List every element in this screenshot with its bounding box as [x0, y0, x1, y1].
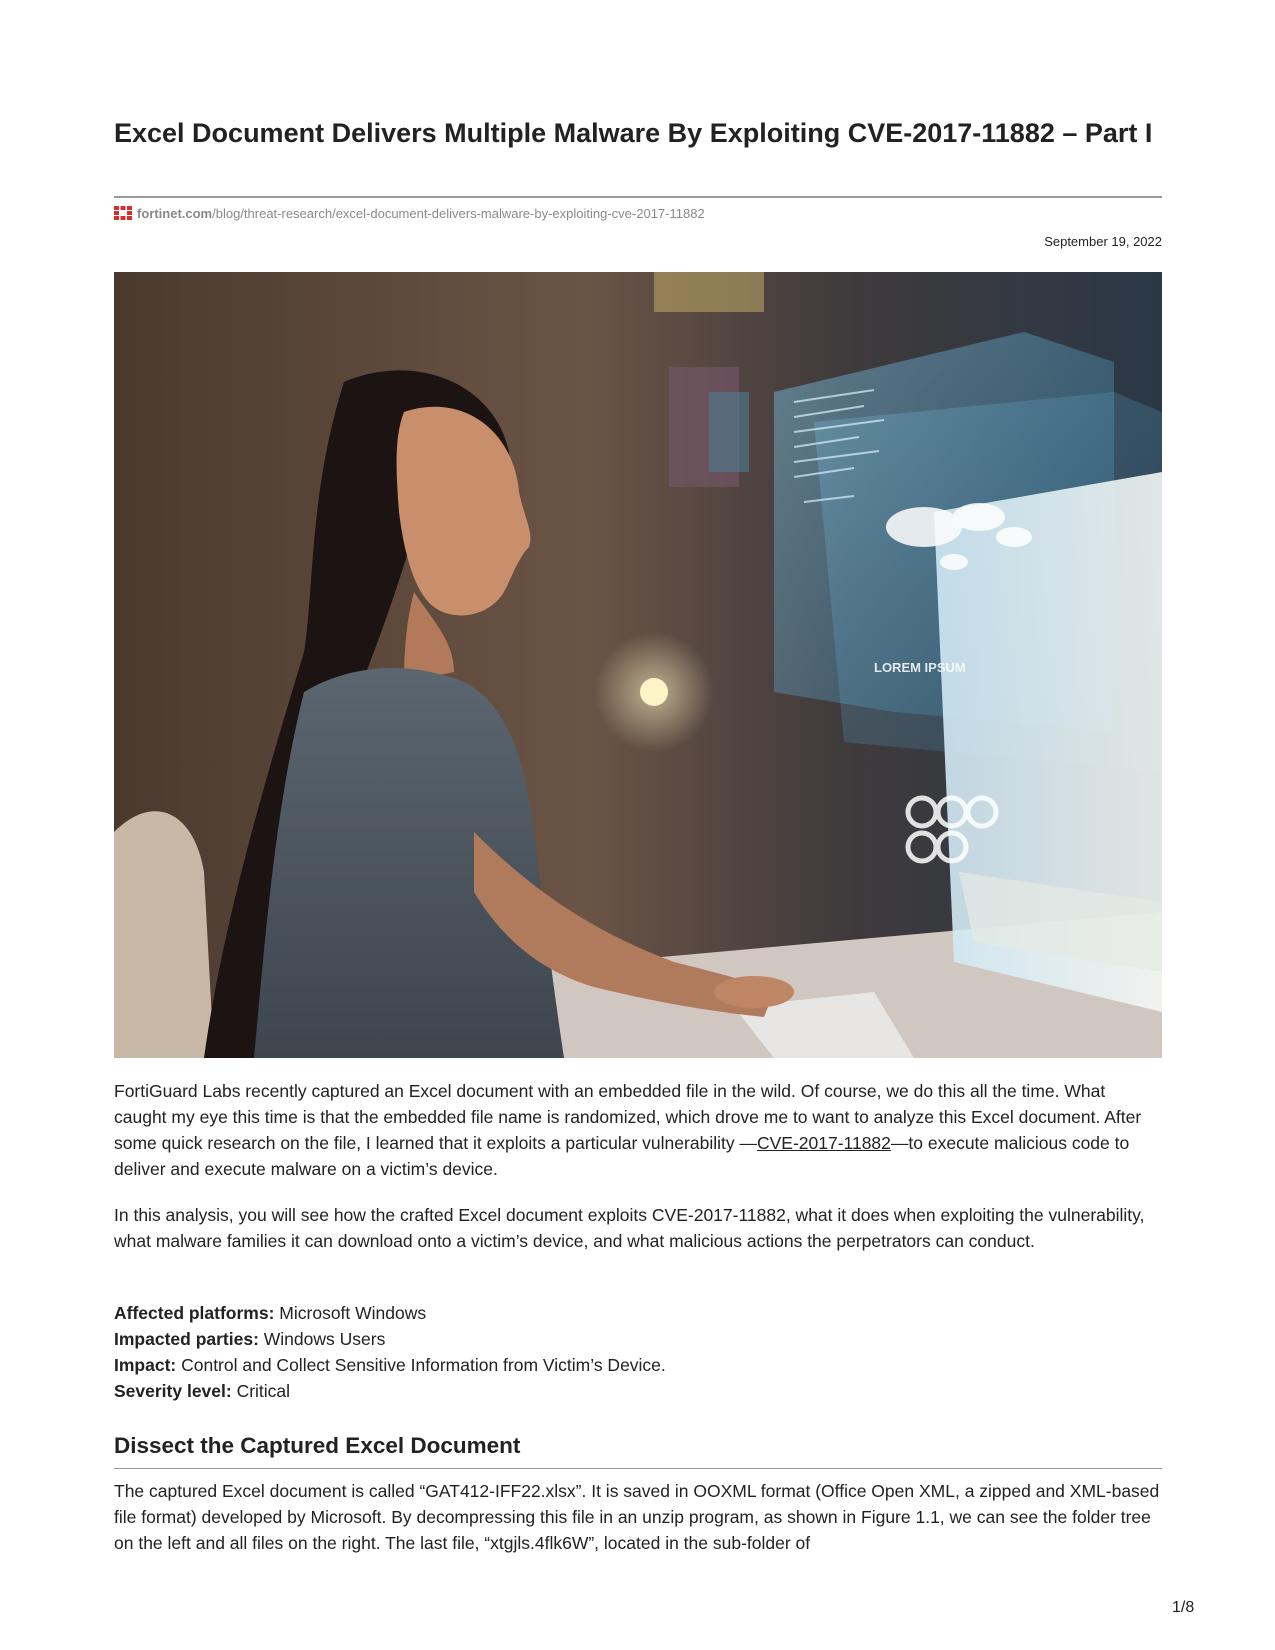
fact-label: Impact:: [114, 1355, 177, 1375]
fact-impacted-parties: [114, 1326, 1162, 1352]
fact-value: Windows Users: [258, 1329, 386, 1349]
section-divider: [114, 1468, 1162, 1469]
fact-label: Impacted parties:: [114, 1329, 259, 1349]
fact-label: Affected platforms:: [114, 1303, 275, 1323]
threat-summary: [114, 1300, 1162, 1404]
intro-text-end: —to execute malicious code to deliver and execute malware on a victim’s device.: [114, 1133, 1130, 1179]
intro-paragraph: [114, 1078, 1162, 1182]
fact-value: Microsoft Windows: [274, 1303, 427, 1323]
publish-date: September 19, 2022: [1044, 234, 1162, 249]
hologram-label: LOREM IPSUM: [874, 660, 966, 675]
cve-link[interactable]: CVE-2017-11882: [756, 1133, 891, 1153]
section-paragraph: The captured Excel document is called “GAT412-IFF22.xlsx”. It is saved in OOXML format (Office Open XML, a zipped and XML-based file format) developed by Microsoft. By decompressing this file in an unzip program, as shown in Figure 1.1, we can see the folder tree on the left and all files on the right. The last file, “xtgjls.4flk6W”, located in the sub-folder of: [114, 1481, 1160, 1553]
fact-value: Control and Collect Sensitive Information from Victim’s Device.: [176, 1355, 666, 1375]
fact-affected-platforms: [114, 1300, 1162, 1326]
source-line: [114, 204, 705, 222]
fact-value: Critical: [231, 1381, 291, 1401]
fortinet-logo-icon: [114, 206, 132, 220]
source-domain[interactable]: fortinet.com: [137, 205, 213, 221]
fact-label: Severity level:: [114, 1381, 232, 1401]
fact-severity-level: [114, 1378, 1162, 1404]
intro-text-start: FortiGuard Labs recently captured an Excel document with an embedded file in the wild. Of course, we do this all the time. What caught my eye this time is that the embedded file name is randomized, which drove me to want to analyze this Excel document. After some quick research on the file, I learned that it exploits a particular vulnerability —: [114, 1081, 1142, 1153]
analysis-paragraph: In this analysis, you will see how the crafted Excel document exploits CVE-2017-11882, what it does when exploiting the vulnerability, what malware families it can download onto a victim’s device, and what malicious actions the perpetrators can conduct.: [114, 1205, 1145, 1251]
page-number: 1/8: [1172, 1599, 1195, 1616]
source-path[interactable]: /blog/threat-research/excel-document-delivers-malware-by-exploiting-cve-2017-11882: [212, 205, 705, 221]
hero-image: [114, 272, 1162, 1058]
section-heading: Dissect the Captured Excel Document: [114, 1433, 521, 1458]
title-divider: [114, 196, 1162, 198]
woman-at-holographic-computer-photo-icon: [114, 272, 1162, 1058]
fact-impact: [114, 1352, 1162, 1378]
article-title: Excel Document Delivers Multiple Malware By Exploiting CVE-2017-11882 – Part I: [114, 118, 1153, 148]
